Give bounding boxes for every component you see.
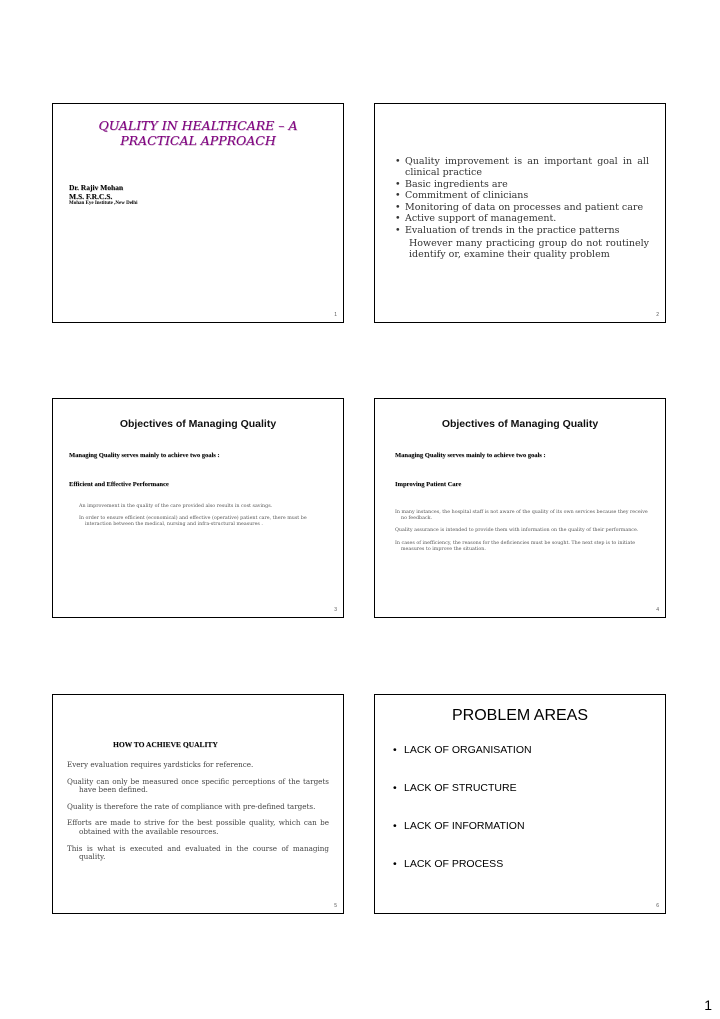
author-degree: M.S. F.R.C.S. bbox=[69, 192, 113, 201]
slide-title: PROBLEM AREAS bbox=[451, 707, 589, 724]
paragraph: In many instances, the hospital staff is not aware of the quality of its own services because they receive no feedback. bbox=[395, 510, 648, 522]
slide-number: 3 bbox=[334, 607, 337, 613]
list-item: • LACK OF PROCESS bbox=[393, 858, 532, 896]
list-item: • LACK OF INFORMATION bbox=[393, 820, 532, 858]
author-name: Dr. Rajiv Mohan bbox=[69, 183, 124, 192]
section-heading: Improving Patient Care bbox=[395, 481, 462, 488]
bullet-list bbox=[395, 156, 649, 260]
slide-title: Objectives of Managing Quality bbox=[441, 418, 599, 430]
list-item: • LACK OF STRUCTURE bbox=[393, 782, 532, 820]
paragraph: Quality assurance is intended to provide them with information on the quality of their performance. bbox=[395, 528, 639, 534]
section-heading: HOW TO ACHIEVE QUALITY bbox=[113, 740, 218, 749]
slide-4 bbox=[374, 398, 666, 618]
slide-number: 4 bbox=[656, 607, 659, 613]
author-institute: Mohan Eye Institute ,New Delhi bbox=[69, 201, 138, 206]
page-number: 1 bbox=[704, 997, 712, 1013]
list-item: • Quality improvement is an important goal in all clinical practice bbox=[395, 156, 649, 178]
slide-number: 6 bbox=[656, 903, 659, 909]
slide-body bbox=[79, 504, 323, 535]
slide-subtitle: Managing Quality serves mainly to achieve two goals : bbox=[69, 452, 220, 459]
paragraph: An improvement in the quality of the care provided also results in cost savings. bbox=[79, 504, 273, 509]
slide-body bbox=[395, 510, 649, 559]
list-item: • LACK OF ORGANISATION bbox=[393, 744, 532, 782]
slide-number: 2 bbox=[656, 312, 659, 318]
list-item: • Monitoring of data on processes and patient care bbox=[395, 202, 649, 213]
note-text: However many practicing group do not routinely identify or, examine their quality problem bbox=[409, 237, 649, 260]
slide-3 bbox=[52, 398, 344, 618]
slide-body bbox=[67, 761, 329, 870]
paragraph: Quality can only be measured once specific perceptions of the targets have been defined. bbox=[67, 776, 329, 795]
slide-number: 1 bbox=[334, 312, 337, 318]
paragraph: Every evaluation requires yardsticks for reference. bbox=[67, 760, 254, 769]
bullet-list bbox=[393, 744, 532, 896]
list-item: • Basic ingredients are bbox=[395, 179, 649, 190]
paragraph: In order to ensure efficient (economical) and effective (operative) patient care, there must be interaction between the medical, nursing and infra-structural measures . bbox=[79, 516, 307, 528]
author-block bbox=[69, 183, 123, 201]
slide-5 bbox=[52, 694, 344, 914]
list-item: • Commitment of clinicians bbox=[395, 190, 649, 201]
slide-1 bbox=[52, 103, 344, 323]
slide-number: 5 bbox=[334, 903, 337, 909]
paragraph: In cases of inefficiency, the reasons for the deficiencies must be sought. The next step is to initiate measures to improve the situation. bbox=[395, 540, 636, 552]
slide-title: Objectives of Managing Quality bbox=[119, 418, 277, 430]
slide-title: QUALITY IN HEALTHCARE – A PRACTICAL APPROACH bbox=[98, 118, 298, 148]
paragraph: Efforts are made to strive for the best possible quality, which can be obtained with the available resources. bbox=[67, 818, 329, 836]
slide-subtitle: Managing Quality serves mainly to achieve two goals : bbox=[395, 452, 546, 459]
slide-2 bbox=[374, 103, 666, 323]
paragraph: This is what is executed and evaluated in the course of managing quality. bbox=[67, 843, 329, 862]
list-item: • Active support of management. bbox=[395, 213, 649, 224]
paragraph: Quality is therefore the rate of compliance with pre-defined targets. bbox=[67, 801, 316, 811]
list-item: • Evaluation of trends in the practice patterns bbox=[395, 225, 649, 236]
slide-6 bbox=[374, 694, 666, 914]
section-heading: Efficient and Effective Performance bbox=[69, 481, 169, 488]
